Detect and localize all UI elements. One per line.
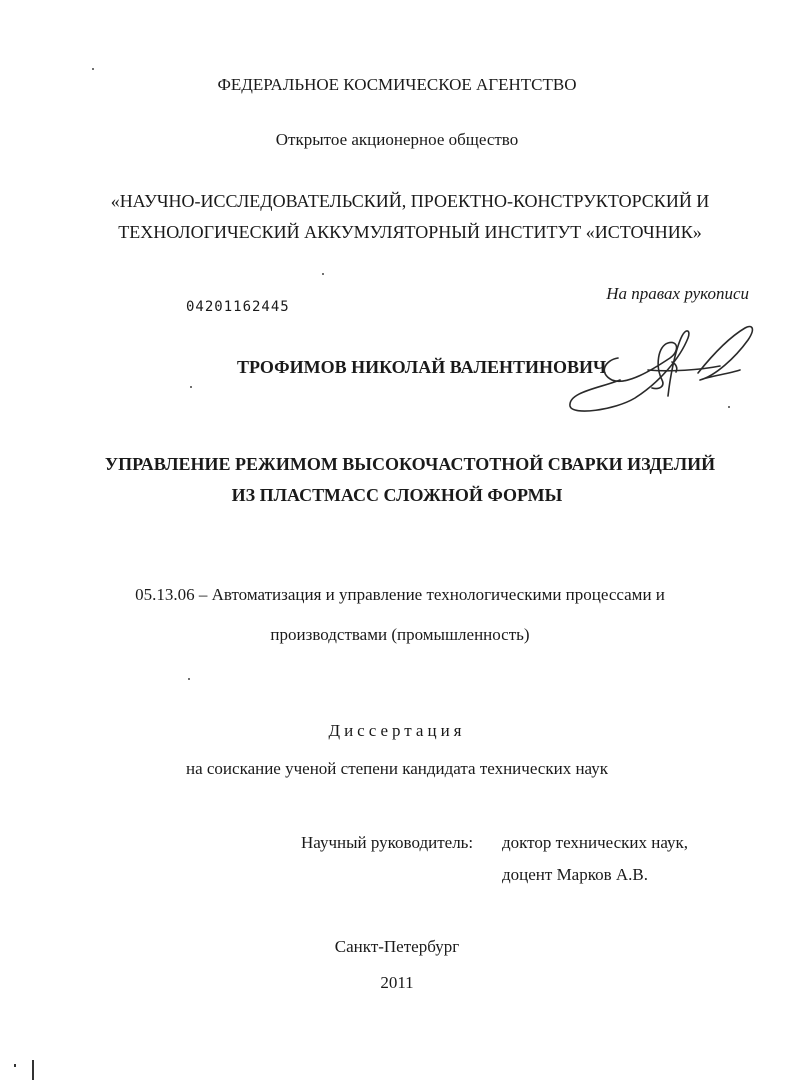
supervisor-label: Научный руководитель: <box>301 833 474 852</box>
supervisor-degree: доктор технических наук, <box>502 833 689 852</box>
organization-type: Открытое акционерное общество <box>275 130 519 149</box>
scan-margin-mark <box>14 1064 16 1067</box>
scan-speck <box>728 406 730 408</box>
document-code: 04201162445 <box>186 299 290 315</box>
agency-name: ФЕДЕРАЛЬНОЕ КОСМИЧЕСКОЕ АГЕНТСТВО <box>217 75 577 94</box>
scan-speck <box>92 68 94 70</box>
specialty-line1: 05.13.06 – Автоматизация и управление технологическими процессами и <box>135 585 665 604</box>
year: 2011 <box>380 973 414 992</box>
scan-speck <box>188 678 190 680</box>
degree-description: на соискание ученой степени кандидата технических наук <box>185 759 608 778</box>
author-name: ТРОФИМОВ НИКОЛАЙ ВАЛЕНТИНОВИЧ <box>237 357 607 377</box>
dissertation-title-line1: УПРАВЛЕНИЕ РЕЖИМОМ ВЫСОКОЧАСТОТНОЙ СВАРКИ ИЗДЕЛИЙ <box>104 454 716 474</box>
document-type: Диссертация <box>328 721 466 740</box>
city: Санкт-Петербург <box>334 937 460 956</box>
institute-name-line1: «НАУЧНО-ИССЛЕДОВАТЕЛЬСКИЙ, ПРОЕКТНО-КОНСТРУКТОРСКИЙ И <box>110 191 710 211</box>
rights-note: На правах рукописи <box>606 284 749 303</box>
scan-margin-mark <box>32 1060 34 1080</box>
institute-name-line2: ТЕХНОЛОГИЧЕСКИЙ АККУМУЛЯТОРНЫЙ ИНСТИТУТ «ИСТОЧНИК» <box>118 222 702 242</box>
scan-speck <box>322 273 324 275</box>
handwritten-signature-icon <box>560 318 765 423</box>
scan-speck <box>190 386 192 388</box>
specialty-line2: производствами (промышленность) <box>270 625 530 644</box>
dissertation-title-line2: ИЗ ПЛАСТМАСС СЛОЖНОЙ ФОРМЫ <box>231 485 563 505</box>
supervisor-name: доцент Марков А.В. <box>502 865 649 884</box>
